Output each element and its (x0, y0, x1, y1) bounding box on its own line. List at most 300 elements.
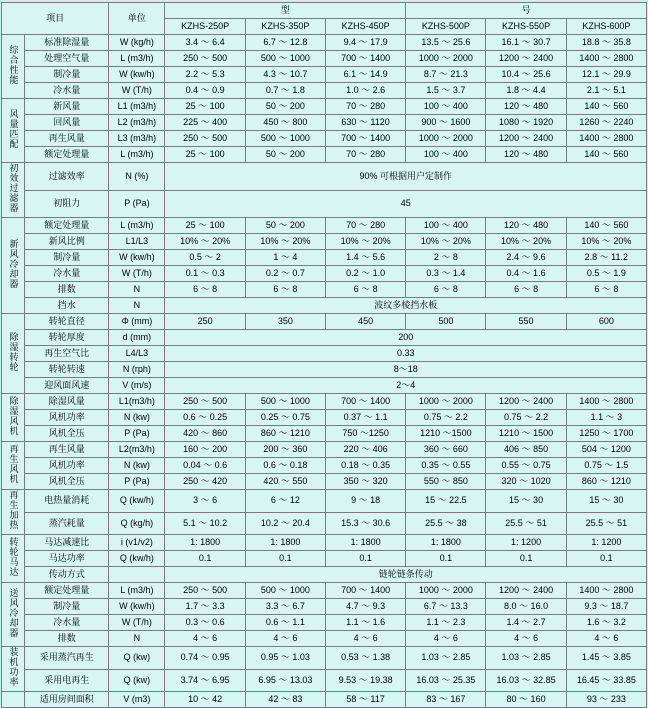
group-label-text: 风量匹配 (8, 108, 19, 149)
row-label: 除湿风量 (25, 394, 109, 410)
cell-value-0: 0.3 ～ 0.6 (165, 615, 245, 631)
cell-value-2: 10% ～ 20% (325, 234, 405, 250)
cell-value-4: 2.4 ～ 9.6 (486, 250, 566, 266)
cell-value-1: 6.7 ～ 12.8 (245, 35, 325, 51)
cell-value-0: 0.4 ～ 0.9 (165, 83, 245, 99)
cell-value-5: 25.5 ～ 51 (566, 512, 646, 535)
row-unit: N (109, 298, 165, 314)
row-label: 冷水量 (25, 615, 109, 631)
row-label: 初阻力 (25, 190, 109, 218)
cell-value-0: 250 (165, 314, 245, 330)
spec-table (1, 2, 647, 708)
cell-value-3: 8.7 ～ 21.3 (406, 67, 486, 83)
row-unit: N (rph) (109, 362, 165, 378)
cell-value-2: 70 ～ 280 (325, 218, 405, 234)
row-label: 挡水 (25, 298, 109, 314)
row-unit: L1(m3/h) (109, 394, 165, 410)
cell-value-4: 4 ～ 6 (486, 631, 566, 647)
row-unit: W (T/h) (109, 266, 165, 282)
row-unit: L1/L3 (109, 234, 165, 250)
table-row (2, 535, 647, 551)
cell-value-2: 70 ～ 280 (325, 147, 405, 163)
table-row (2, 51, 647, 67)
cell-value-4: 6 ～ 8 (486, 282, 566, 298)
cell-value-2: 700 ～ 1400 (325, 131, 405, 147)
table-row (2, 615, 647, 631)
cell-value-5: 12.1 ～ 29.9 (566, 67, 646, 83)
cell-value-4: 15 ～ 30 (486, 490, 566, 513)
cell-value-1: 0.1 (245, 551, 325, 567)
table-row (2, 99, 647, 115)
row-unit (109, 567, 165, 583)
cell-value-4: 0.55 ～ 0.75 (486, 458, 566, 474)
table-row (2, 266, 647, 282)
cell-value-2: 700 ～ 1400 (325, 51, 405, 67)
cell-value-0: 0.1 (165, 551, 245, 567)
cell-value-3: 1210 ～1500 (406, 426, 486, 442)
row-label: 转轮厚度 (25, 330, 109, 346)
cell-value-5: 1.6 ～ 3.2 (566, 615, 646, 631)
cell-value-0: 10% ～ 20% (165, 234, 245, 250)
cell-value-2: 1.4 ～ 5.6 (325, 250, 405, 266)
cell-value-4: 120 ～ 480 (486, 218, 566, 234)
row-label: 新风量 (25, 99, 109, 115)
table-row (2, 442, 647, 458)
table-row (2, 314, 647, 330)
row-label: 排数 (25, 282, 109, 298)
cell-value-4: 1.8 ～ 4.4 (486, 83, 566, 99)
cell-value-2: 0.1 (325, 551, 405, 567)
model-col-5: KZHS-600P (566, 19, 646, 35)
cell-value-3: 0.1 (406, 551, 486, 567)
cell-value-3: 10% ～ 20% (406, 234, 486, 250)
row-unit: W (kw/h) (109, 250, 165, 266)
cell-value-1: 6 ～ 12 (245, 490, 325, 513)
row-span-value: 2～4 (165, 378, 647, 394)
cell-value-2: 1.1 ～ 1.6 (325, 615, 405, 631)
row-label: 再生风量 (25, 442, 109, 458)
header-model-left: 型 (165, 3, 406, 19)
cell-value-5: 0.1 (566, 551, 646, 567)
cell-value-4: 16.03 ～ 32.85 (486, 669, 566, 692)
cell-value-4: 1200 ～ 2400 (486, 583, 566, 599)
cell-value-5: 15 ～ 30 (566, 490, 646, 513)
row-label: 再生风量 (25, 131, 109, 147)
cell-value-0: 250 ～ 500 (165, 583, 245, 599)
row-label: 转轮转速 (25, 362, 109, 378)
table-row (2, 147, 647, 163)
row-unit: d (mm) (109, 330, 165, 346)
row-unit: L3 (m3/h) (109, 131, 165, 147)
cell-value-3: 6 ～ 8 (406, 282, 486, 298)
table-row (2, 250, 647, 266)
group-label-text: 再生风机 (8, 443, 19, 484)
cell-value-5: 0.75 ～ 1.5 (566, 458, 646, 474)
table-row (2, 599, 647, 615)
row-label: 制冷量 (25, 67, 109, 83)
cell-value-4: 1.03 ～ 2.85 (486, 647, 566, 670)
row-span-value: 200 (165, 330, 647, 346)
row-label: 额定处理量 (25, 147, 109, 163)
row-unit: W (kw/h) (109, 67, 165, 83)
row-unit: L1 (m3/h) (109, 99, 165, 115)
table-row (2, 647, 647, 670)
cell-value-5: 2.1 ～ 5.1 (566, 83, 646, 99)
cell-value-4: 120 ～ 480 (486, 99, 566, 115)
cell-value-0: 250 ～ 420 (165, 474, 245, 490)
row-span-value: 45 (165, 190, 647, 218)
cell-value-0: 1: 1800 (165, 535, 245, 551)
group-label-g8 (2, 490, 25, 535)
cell-value-2: 0.18 ～ 0.35 (325, 458, 405, 474)
group-label-g2 (2, 99, 25, 163)
cell-value-3: 6.7 ～ 13.3 (406, 599, 486, 615)
table-row (2, 67, 647, 83)
row-unit: P (Pa) (109, 474, 165, 490)
table-row (2, 410, 647, 426)
cell-value-3: 100 ～ 400 (406, 147, 486, 163)
row-label: 排数 (25, 631, 109, 647)
row-unit: Q (kw/h) (109, 490, 165, 513)
row-label: 回风量 (25, 115, 109, 131)
row-span-value: 链轮链条传动 (165, 567, 647, 583)
cell-value-2: 70 ～ 280 (325, 99, 405, 115)
cell-value-0: 3 ～ 6 (165, 490, 245, 513)
row-label: 新风比例 (25, 234, 109, 250)
group-label-text: 除湿转轮 (8, 331, 19, 372)
cell-value-0: 0.5 ～ 2 (165, 250, 245, 266)
row-label: 风机功率 (25, 458, 109, 474)
row-unit: N (kw) (109, 458, 165, 474)
row-unit: W (kg/h) (109, 35, 165, 51)
row-unit: V (m3) (109, 692, 165, 708)
table-row (2, 426, 647, 442)
cell-value-2: 9 ～ 18 (325, 490, 405, 513)
cell-value-5: 18.8 ～ 35.8 (566, 35, 646, 51)
row-label: 风机全压 (25, 426, 109, 442)
row-unit: W (T/h) (109, 83, 165, 99)
row-unit: N (109, 282, 165, 298)
cell-value-5: 1400 ～ 2800 (566, 131, 646, 147)
row-label: 冷水量 (25, 266, 109, 282)
cell-value-3: 16.03 ～ 25.35 (406, 669, 486, 692)
cell-value-4: 0.1 (486, 551, 566, 567)
cell-value-2: 1.0 ～ 2.6 (325, 83, 405, 99)
cell-value-1: 50 ～ 200 (245, 218, 325, 234)
cell-value-0: 160 ～ 200 (165, 442, 245, 458)
cell-value-1: 500 ～ 1000 (245, 51, 325, 67)
cell-value-3: 500 (406, 314, 486, 330)
cell-value-1: 6 ～ 8 (245, 282, 325, 298)
group-label-g7 (2, 442, 25, 490)
cell-value-1: 50 ～ 200 (245, 99, 325, 115)
cell-value-3: 900 ～ 1600 (406, 115, 486, 131)
cell-value-3: 15 ～ 22.5 (406, 490, 486, 513)
cell-value-5: 1400 ～ 2800 (566, 583, 646, 599)
group-label-text: 新风冷却器 (8, 238, 19, 289)
table-row (2, 692, 647, 708)
cell-value-2: 4.7 ～ 9.3 (325, 599, 405, 615)
row-label: 转轮直径 (25, 314, 109, 330)
cell-value-2: 350 ～ 320 (325, 474, 405, 490)
cell-value-0: 250 ～ 500 (165, 394, 245, 410)
row-label: 蒸汽耗量 (25, 512, 109, 535)
row-unit: N (%) (109, 163, 165, 191)
row-unit: W (kw/h) (109, 599, 165, 615)
cell-value-1: 0.6 ～ 1.1 (245, 615, 325, 631)
table-row (2, 567, 647, 583)
cell-value-5: 140 ～ 560 (566, 147, 646, 163)
row-unit: L4/L3 (109, 346, 165, 362)
group-label-g3 (2, 163, 25, 218)
row-span-value: 8～18 (165, 362, 647, 378)
cell-value-3: 360 ～ 660 (406, 442, 486, 458)
cell-value-4: 1210 ～ 1500 (486, 426, 566, 442)
cell-value-4: 10.4 ～ 25.6 (486, 67, 566, 83)
table-row (2, 234, 647, 250)
cell-value-1: 1: 1800 (245, 535, 325, 551)
cell-value-0: 0.6 ～ 0.25 (165, 410, 245, 426)
cell-value-3: 550 ～ 850 (406, 474, 486, 490)
table-row (2, 490, 647, 513)
cell-value-5: 140 ～ 560 (566, 99, 646, 115)
cell-value-2: 4 ～ 6 (325, 631, 405, 647)
cell-value-1: 42 ～ 83 (245, 692, 325, 708)
cell-value-3: 1000 ～ 2000 (406, 394, 486, 410)
row-unit: P (Pa) (109, 190, 165, 218)
cell-value-2: 750 ～1250 (325, 426, 405, 442)
cell-value-1: 500 ～ 1000 (245, 394, 325, 410)
cell-value-2: 15.3 ～ 30.6 (325, 512, 405, 535)
row-unit: N (109, 631, 165, 647)
table-row (2, 282, 647, 298)
group-label-text: 再生加热 (8, 490, 19, 530)
cell-value-3: 1.1 ～ 2.3 (406, 615, 486, 631)
row-label: 适用房间面积 (25, 692, 109, 708)
row-unit: L (m3/h) (109, 583, 165, 599)
cell-value-0: 10 ～ 42 (165, 692, 245, 708)
row-unit: Q (kw) (109, 647, 165, 670)
cell-value-1: 3.3 ～ 6.7 (245, 599, 325, 615)
table-row (2, 131, 647, 147)
table-row (2, 218, 647, 234)
cell-value-2: 0.37 ～ 1.1 (325, 410, 405, 426)
group-label-g5 (2, 314, 25, 394)
cell-value-3: 1.03 ～ 2.85 (406, 647, 486, 670)
group-label-g10 (2, 583, 25, 647)
table-row (2, 512, 647, 535)
group-label-g12 (2, 692, 25, 708)
cell-value-2: 630 ～ 1120 (325, 115, 405, 131)
cell-value-4: 406 ～ 850 (486, 442, 566, 458)
cell-value-0: 2.2 ～ 5.3 (165, 67, 245, 83)
cell-value-2: 6.1 ～ 14.9 (325, 67, 405, 83)
row-unit: L2 (m3/h) (109, 115, 165, 131)
cell-value-3: 25.5 ～ 38 (406, 512, 486, 535)
cell-value-1: 0.7 ～ 1.8 (245, 83, 325, 99)
header-model-right: 号 (406, 3, 647, 19)
row-label: 采用电再生 (25, 669, 109, 692)
cell-value-5: 4 ～ 6 (566, 631, 646, 647)
table-row (2, 35, 647, 51)
cell-value-3: 13.5 ～ 25.6 (406, 35, 486, 51)
row-unit: W (T/h) (109, 615, 165, 631)
table-row (2, 115, 647, 131)
cell-value-0: 25 ～ 100 (165, 218, 245, 234)
cell-value-4: 1080 ～ 1920 (486, 115, 566, 131)
cell-value-4: 25.5 ～ 51 (486, 512, 566, 535)
cell-value-3: 83 ～ 167 (406, 692, 486, 708)
cell-value-1: 350 (245, 314, 325, 330)
cell-value-2: 9.4 ～ 17.9 (325, 35, 405, 51)
cell-value-3: 0.35 ～ 0.55 (406, 458, 486, 474)
cell-value-2: 0.2 ～ 1.0 (325, 266, 405, 282)
row-label: 马达功率 (25, 551, 109, 567)
row-label: 电热量消耗 (25, 490, 109, 513)
cell-value-2: 9.53 ～ 19.38 (325, 669, 405, 692)
group-label-g4 (2, 218, 25, 314)
row-label: 迎风面风速 (25, 378, 109, 394)
table-row (2, 583, 647, 599)
table-row (2, 190, 647, 218)
group-label-g1 (2, 35, 25, 99)
cell-value-3: 1.5 ～ 3.7 (406, 83, 486, 99)
row-unit: N (kw) (109, 410, 165, 426)
row-unit: Q (kw/h) (109, 551, 165, 567)
row-label: 传动方式 (25, 567, 109, 583)
table-row (2, 362, 647, 378)
cell-value-1: 500 ～ 1000 (245, 131, 325, 147)
cell-value-0: 0.74 ～ 0.95 (165, 647, 245, 670)
table-row (2, 163, 647, 191)
row-unit: Q (kg/h) (109, 512, 165, 535)
cell-value-4: 0.4 ～ 1.6 (486, 266, 566, 282)
cell-value-3: 1000 ～ 2000 (406, 583, 486, 599)
cell-value-4: 16.1 ～ 30.7 (486, 35, 566, 51)
cell-value-4: 320 ～ 1020 (486, 474, 566, 490)
cell-value-1: 6.95 ～ 13.03 (245, 669, 325, 692)
table-row (2, 346, 647, 362)
row-label: 标准除湿量 (25, 35, 109, 51)
row-label: 风机全压 (25, 474, 109, 490)
group-label-text: 装机功率 (8, 647, 19, 687)
cell-value-2: 1: 1800 (325, 535, 405, 551)
table-row (2, 458, 647, 474)
cell-value-5: 140 ～ 560 (566, 218, 646, 234)
table-row (2, 631, 647, 647)
row-span-value: 0.33 (165, 346, 647, 362)
table-row (2, 298, 647, 314)
cell-value-0: 4 ～ 6 (165, 631, 245, 647)
model-col-2: KZHS-450P (325, 19, 405, 35)
table-row (2, 669, 647, 692)
cell-value-3: 1000 ～ 2000 (406, 131, 486, 147)
row-unit: L (m3/h) (109, 218, 165, 234)
row-label: 额定处理量 (25, 583, 109, 599)
cell-value-1: 860 ～ 1210 (245, 426, 325, 442)
cell-value-0: 0.04 ～ 0.6 (165, 458, 245, 474)
cell-value-0: 3.4 ～ 6.4 (165, 35, 245, 51)
cell-value-1: 420 ～ 550 (245, 474, 325, 490)
group-label-g6 (2, 394, 25, 442)
cell-value-1: 10% ～ 20% (245, 234, 325, 250)
row-label: 冷水量 (25, 83, 109, 99)
cell-value-1: 4 ～ 6 (245, 631, 325, 647)
cell-value-4: 80 ～ 160 (486, 692, 566, 708)
cell-value-5: 0.5 ～ 1.9 (566, 266, 646, 282)
cell-value-1: 0.2 ～ 0.7 (245, 266, 325, 282)
cell-value-4: 1200 ～ 2400 (486, 51, 566, 67)
cell-value-2: 6 ～ 8 (325, 282, 405, 298)
row-unit: i (v1/v2) (109, 535, 165, 551)
row-unit: L (m3/h) (109, 147, 165, 163)
cell-value-5: 1260 ～ 2240 (566, 115, 646, 131)
cell-value-3: 2 ～ 8 (406, 250, 486, 266)
model-col-4: KZHS-550P (486, 19, 566, 35)
cell-value-3: 1: 1800 (406, 535, 486, 551)
cell-value-0: 25 ～ 100 (165, 147, 245, 163)
cell-value-4: 8.0 ～ 16.0 (486, 599, 566, 615)
group-label-text: 转轮马达 (8, 536, 19, 577)
cell-value-3: 100 ～ 400 (406, 218, 486, 234)
cell-value-2: 700 ～ 1400 (325, 583, 405, 599)
table-row (2, 394, 647, 410)
row-unit: V (m/s) (109, 378, 165, 394)
cell-value-2: 58 ～ 117 (325, 692, 405, 708)
cell-value-0: 25 ～ 100 (165, 99, 245, 115)
table-header (2, 3, 647, 35)
cell-value-5: 1.45 ～ 3.85 (566, 647, 646, 670)
row-span-value: 90% 可根据用户定制作 (165, 163, 647, 191)
cell-value-4: 10% ～ 20% (486, 234, 566, 250)
cell-value-3: 100 ～ 400 (406, 99, 486, 115)
row-unit: Q (kw) (109, 669, 165, 692)
row-unit: P (Pa) (109, 426, 165, 442)
cell-value-2: 450 (325, 314, 405, 330)
cell-value-5: 9.3 ～ 18.7 (566, 599, 646, 615)
row-label: 再生空气比 (25, 346, 109, 362)
cell-value-5: 860 ～ 1210 (566, 474, 646, 490)
group-label-text: 除湿风机 (8, 395, 19, 436)
cell-value-5: 16.45 ～ 33.85 (566, 669, 646, 692)
model-col-3: KZHS-500P (406, 19, 486, 35)
row-label: 制冷量 (25, 250, 109, 266)
row-label: 制冷量 (25, 599, 109, 615)
cell-value-2: 220 ～ 406 (325, 442, 405, 458)
cell-value-5: 1250 ～ 1700 (566, 426, 646, 442)
row-label: 采用蒸汽再生 (25, 647, 109, 670)
group-label-g11 (2, 647, 25, 692)
header-row-top (2, 3, 647, 19)
row-span-value: 波纹多棱挡水板 (165, 298, 647, 314)
cell-value-1: 50 ～ 200 (245, 147, 325, 163)
row-label: 过滤效率 (25, 163, 109, 191)
cell-value-1: 0.25 ～ 0.75 (245, 410, 325, 426)
cell-value-0: 5.1 ～ 10.2 (165, 512, 245, 535)
cell-value-2: 0.53 ～ 1.38 (325, 647, 405, 670)
cell-value-0: 250 ～ 500 (165, 51, 245, 67)
cell-value-4: 1200 ～ 2400 (486, 131, 566, 147)
cell-value-4: 1200 ～ 2400 (486, 394, 566, 410)
header-unit: 单位 (109, 3, 165, 35)
group-label-text: 送风冷却器 (8, 587, 19, 638)
cell-value-4: 1: 1200 (486, 535, 566, 551)
cell-value-3: 1000 ～ 2000 (406, 51, 486, 67)
cell-value-1: 4.3 ～ 10.7 (245, 67, 325, 83)
cell-value-4: 0.75 ～ 2.2 (486, 410, 566, 426)
cell-value-0: 1.7 ～ 3.3 (165, 599, 245, 615)
cell-value-1: 200 ～ 360 (245, 442, 325, 458)
